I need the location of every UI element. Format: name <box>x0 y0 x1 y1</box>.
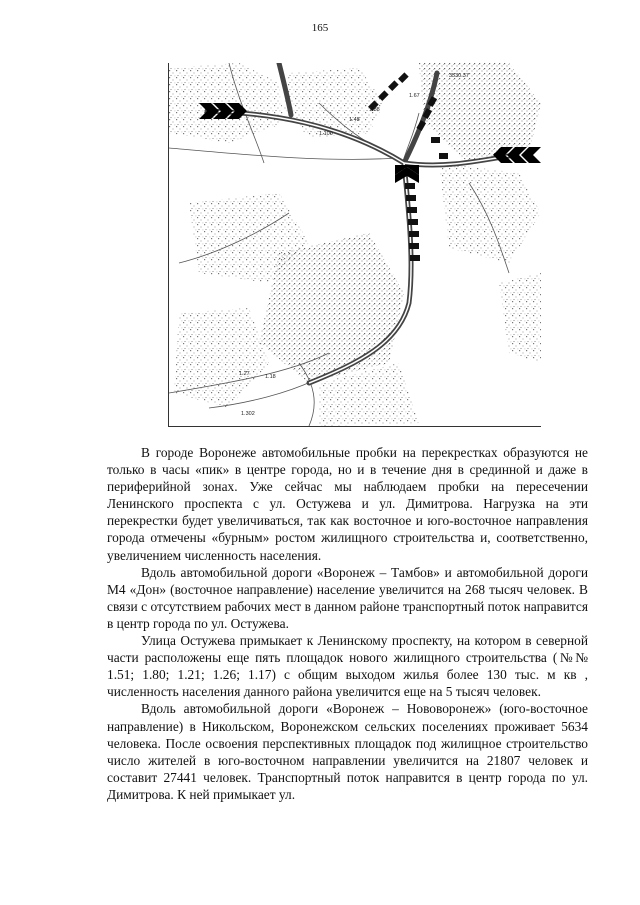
page-number: 165 <box>311 22 329 34</box>
traffic-map <box>168 63 541 427</box>
map-label: 1.48 <box>349 117 360 123</box>
paragraph: Улица Остужева примыкает к Ленинскому проспекту, на котором в северной части расположены еще пять площадок нового жилищного строительства (№№ 1.51; 1.80; 1.21; 1.26; 1.17) с общим выходом жилья более 130 тыс. м кв , численность населения данного района увеличится еще на 5 тысяч человек. <box>107 633 588 700</box>
map-label: 1.18 <box>265 374 276 380</box>
map-label: 1.302 <box>241 411 255 417</box>
paragraph: В городе Воронеже автомобильные пробки на перекрестках образуются не только в часы «пик» в центре города, но и в течение дня в срединной и даже в периферийной зонах. Уже сейчас мы наблюдаем пробки на пересечении Ленинского проспекта с ул. Остужева и ул. Димитрова. Нагрузка на эти перекрестки будет увеличиваться, так как восточное и юго-восточное направления города отмечены «бурным» ростом жилищного строительства и, соответственно, увеличением численность населения. <box>107 445 588 563</box>
map-label: 1.27 <box>239 371 250 377</box>
arrow-icon <box>493 147 541 163</box>
map-label: 1.100 <box>319 131 333 137</box>
map-label: 1.88 <box>369 107 380 113</box>
body-text <box>107 444 588 803</box>
paragraph: Вдоль автомобильной дороги «Воронеж – Тамбов» и автомобильной дороги М4 «Дон» (восточное направление) население увеличится на 268 тысяч человек. В связи с отсутствием рабочих мест в данном районе транспортный поток направится в центр города по ул. Остужева. <box>107 564 588 631</box>
paragraph: Вдоль автомобильной дороги «Воронеж – Нововоронеж» (юго-восточное направление) в Никольском, Воронежском сельских поселениях проживает 5634 человека. После освоения перспективных площадок под жилищное строительство число жителей в юго-восточном направлении увеличится на 21807 человек и составит 27441 человек. Транспортный поток направится в центр города по ул. Димитрова. К ней примыкает ул. <box>107 701 588 802</box>
map-label: 3530.37 <box>449 73 469 79</box>
map-label: 1.67 <box>409 93 420 99</box>
